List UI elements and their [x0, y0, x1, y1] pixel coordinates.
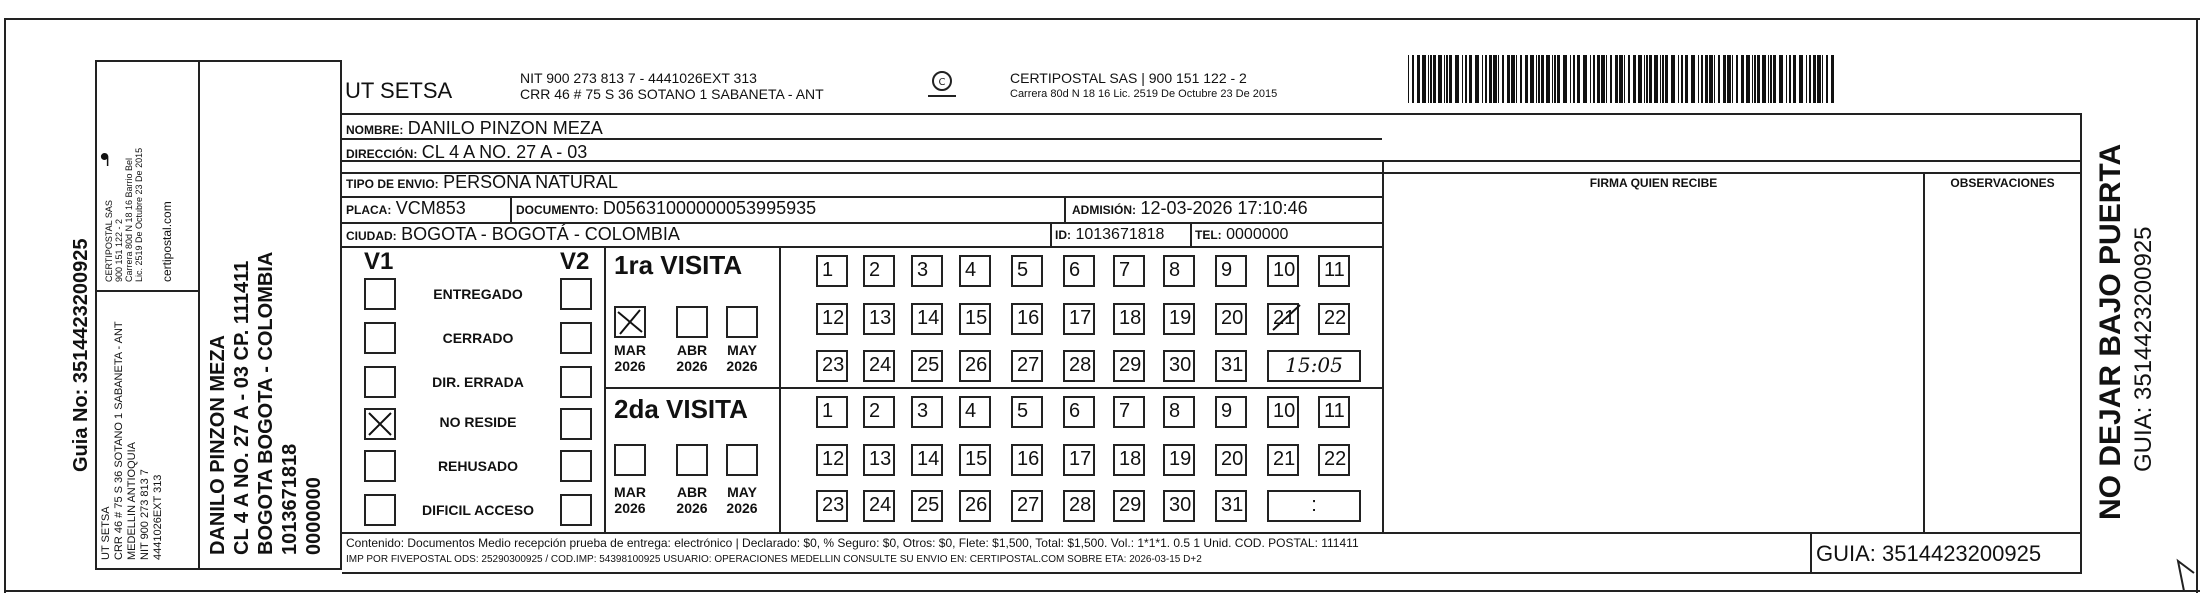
id-value: 1013671818: [1075, 226, 1165, 243]
month-year: 2026: [614, 358, 646, 374]
side-sender-line: CRR 46 # 75 S 36 SOTANO 1 SABANETA - ANT: [113, 321, 125, 560]
barcode-bar: [1455, 55, 1459, 103]
visit2-day-18[interactable]: 18: [1113, 444, 1145, 476]
visit1-day-5[interactable]: 5: [1011, 255, 1043, 287]
barcode-bar: [1444, 55, 1445, 103]
day-21-strike-icon: [1270, 302, 1304, 334]
side-courier-line: Carrera 80d N 18 16 Barrio Bel: [124, 157, 134, 282]
visit1-abr-label: [670, 342, 714, 374]
firma-header: FIRMA QUIEN RECIBE: [1589, 176, 1718, 190]
documento-value: D05631000000053995935: [602, 198, 817, 218]
barcode-bar: [1546, 55, 1550, 103]
month-name: MAR: [614, 342, 646, 358]
barcode-bar: [1538, 55, 1540, 103]
v1-cerrado-checkbox[interactable]: [364, 322, 396, 354]
visit1-mar-checkbox[interactable]: [614, 306, 646, 338]
frame-top: [4, 18, 2200, 20]
visit2-day-17[interactable]: 17: [1063, 444, 1095, 476]
barcode-bar: [1552, 55, 1553, 103]
visit2-day-3[interactable]: 3: [911, 396, 943, 428]
barcode-bar: [1831, 55, 1834, 103]
barcode-bar: [1644, 55, 1645, 103]
barcode-bar: [1660, 55, 1661, 103]
month-year: 2026: [676, 358, 708, 374]
frame-left: [4, 18, 6, 593]
sender-address: CRR 46 # 75 S 36 SOTANO 1 SABANETA - ANT: [520, 86, 824, 102]
visit1-title: 1ra VISITA: [614, 250, 743, 280]
right-warning: NO DEJAR BAJO PUERTA: [2094, 143, 2127, 520]
barcode-bar: [1779, 55, 1783, 103]
x-mark-icon: [616, 308, 644, 336]
courier-info: [1010, 70, 1277, 102]
barcode-bar: [1593, 55, 1595, 103]
sender-info: [520, 70, 824, 102]
guia-box: GUIA: 3514423200925: [1816, 541, 2042, 566]
barcode-bar: [1520, 55, 1522, 103]
visit1-day-4[interactable]: 4: [959, 255, 991, 287]
side-sender-line: NIT 900 273 813 7: [139, 469, 151, 560]
grid-bottom: [342, 572, 2082, 574]
visit2-day-23[interactable]: 23: [816, 490, 848, 522]
visit2-day-20[interactable]: 20: [1215, 444, 1247, 476]
placa-label: PLACA:: [346, 203, 392, 217]
option-dir-errada: DIR. ERRADA: [432, 374, 524, 390]
placa-divider: [510, 198, 512, 222]
month-year: 2026: [676, 500, 708, 516]
tipo-label: TIPO DE ENVIO:: [346, 177, 439, 191]
barcode-bar: [1646, 55, 1648, 103]
visit1-day-26[interactable]: 26: [959, 350, 991, 382]
visit1-day-25[interactable]: 25: [911, 350, 943, 382]
admision-row: [1072, 198, 1308, 219]
barcode-bar: [1701, 55, 1703, 103]
visit2-day-11[interactable]: 11: [1318, 396, 1350, 428]
side-recipient-line: BOGOTA BOGOTA - COLOMBIA: [255, 251, 277, 555]
barcode-bar: [1619, 55, 1623, 103]
side-sender-block: [100, 321, 165, 560]
visit1-day-23[interactable]: 23: [816, 350, 848, 382]
barcode-bar: [1822, 55, 1823, 103]
month-year: 2026: [726, 358, 758, 374]
visit1-day-3[interactable]: 3: [911, 255, 943, 287]
visit2-day-10[interactable]: 10: [1267, 396, 1299, 428]
month-name: ABR: [676, 484, 708, 500]
visit2-day-12[interactable]: 12: [816, 444, 848, 476]
visit2-day-30[interactable]: 30: [1163, 490, 1195, 522]
barcode-bar: [1570, 55, 1571, 103]
stub-top: [95, 60, 340, 62]
side-guia: Guia No: 3514423200925: [70, 238, 92, 472]
barcode-bar: [1649, 55, 1652, 103]
visit2-day-6[interactable]: 6: [1063, 396, 1095, 428]
v1-rehusado-checkbox[interactable]: [364, 450, 396, 482]
direccion-label: DIRECCIÓN:: [346, 147, 418, 161]
visit1-day-9[interactable]: 9: [1215, 255, 1247, 287]
visit1-day-30[interactable]: 30: [1163, 350, 1195, 382]
month-name: ABR: [676, 342, 708, 358]
nombre-value: DANILO PINZON MEZA: [407, 118, 603, 138]
v1-entregado-checkbox[interactable]: [364, 278, 396, 310]
v2-dificil-acceso-checkbox[interactable]: [560, 494, 592, 526]
barcode-bar: [1610, 55, 1612, 103]
barcode-bar: [1502, 55, 1504, 103]
visit2-may-checkbox[interactable]: [726, 444, 758, 476]
visit2-mar-checkbox[interactable]: [614, 444, 646, 476]
month-name: MAR: [614, 484, 646, 500]
barcode-bar: [1615, 55, 1618, 103]
visit1-day-16[interactable]: 16: [1011, 303, 1043, 335]
barcode-bar: [1433, 55, 1436, 103]
sender-name: UT SETSA: [345, 78, 453, 103]
side-recipient-line: 0000000: [303, 477, 325, 555]
visit2-day-31[interactable]: 31: [1215, 490, 1247, 522]
barcode: [1408, 55, 1836, 103]
visit1-day-7[interactable]: 7: [1113, 255, 1145, 287]
left-mark: ᖳ: [100, 150, 110, 170]
visit2-day-4[interactable]: 4: [959, 396, 991, 428]
side-courier-line: Lic. 2519 De Octubre 23 De 2015: [134, 147, 144, 282]
barcode-bar: [1557, 55, 1560, 103]
visit2-day-19[interactable]: 19: [1163, 444, 1195, 476]
barcode-bar: [1601, 55, 1605, 103]
barcode-bar: [1633, 55, 1636, 103]
barcode-bar: [1671, 55, 1675, 103]
barcode-bar: [1817, 55, 1821, 103]
ciudad-row: [346, 224, 680, 245]
visit2-day-22[interactable]: 22: [1318, 444, 1350, 476]
ciudad-value: BOGOTA - BOGOTÁ - COLOMBIA: [401, 224, 680, 244]
side-sender-line: UT SETSA: [100, 506, 112, 560]
option-no-reside: NO RESIDE: [439, 414, 517, 430]
visit2-abr-label: [670, 484, 714, 516]
visit2-title: 2da VISITA: [614, 394, 748, 424]
tel-divider: [1190, 224, 1192, 246]
id-row: [1055, 226, 1164, 244]
barcode-bar: [1714, 55, 1715, 103]
barcode-bar: [1762, 55, 1766, 103]
barcode-bar: [1446, 55, 1448, 103]
barcode-bar: [1768, 55, 1769, 103]
id-divider: [1050, 224, 1052, 246]
barcode-bar: [1665, 55, 1668, 103]
visit1-day-17[interactable]: 17: [1063, 303, 1095, 335]
imp-text: IMP POR FIVEPOSTAL ODS: 25290300925 / COD.IMP: 54398100925 USUARIO: OPERACIONES MEDELLIN CONSULTE SU ENVIO EN: CERTIPOSTAL.COM SOBRE ETA: 2026-03-15 D+2: [346, 554, 1202, 565]
visit2-day-28[interactable]: 28: [1063, 490, 1095, 522]
barcode-bar: [1718, 55, 1720, 103]
frame-bottom: [4, 590, 2200, 592]
visit1-day-8[interactable]: 8: [1163, 255, 1195, 287]
visit1-day-27[interactable]: 27: [1011, 350, 1043, 382]
barcode-bar: [1408, 55, 1409, 103]
visit2-day-13[interactable]: 13: [863, 444, 895, 476]
v1-no-reside-checkbox[interactable]: [364, 408, 396, 440]
barcode-bar: [1752, 55, 1753, 103]
visit1-day-24[interactable]: 24: [863, 350, 895, 382]
v2-entregado-checkbox[interactable]: [560, 278, 592, 310]
stub-line-2: [198, 60, 200, 570]
barcode-bar: [1417, 55, 1420, 103]
barcode-bar: [1685, 55, 1688, 103]
barcode-bar: [1654, 55, 1658, 103]
visit1-day-2[interactable]: 2: [863, 255, 895, 287]
visit1-day-31[interactable]: 31: [1215, 350, 1247, 382]
barcode-bar: [1475, 55, 1479, 103]
visit1-day-6[interactable]: 6: [1063, 255, 1095, 287]
col-firma-left: [1382, 160, 1384, 532]
option-rehusado: REHUSADO: [437, 458, 519, 474]
visit1-day-14[interactable]: 14: [911, 303, 943, 335]
visit2-day-2[interactable]: 2: [863, 396, 895, 428]
barcode-bar: [1691, 55, 1695, 103]
v2-label: V2: [560, 248, 590, 275]
option-dificil-acceso: DIFICIL ACCESO: [421, 502, 534, 518]
col-guia-left: [1810, 533, 1812, 573]
barcode-bar: [1493, 55, 1497, 103]
grid-top: [342, 113, 2082, 115]
ciudad-label: CIUDAD:: [346, 229, 397, 243]
visit2-day-16[interactable]: 16: [1011, 444, 1043, 476]
barcode-bar: [1799, 55, 1803, 103]
visit2-time-field[interactable]: :: [1267, 490, 1361, 522]
v2-dir-errada-checkbox[interactable]: [560, 366, 592, 398]
barcode-bar: [1577, 55, 1580, 103]
visit2-abr-checkbox[interactable]: [676, 444, 708, 476]
visit1-day-21[interactable]: 21: [1267, 303, 1299, 335]
admision-label: ADMISIÓN:: [1072, 203, 1136, 217]
visit1-day-29[interactable]: 29: [1113, 350, 1145, 382]
side-web: certipostal.com: [160, 201, 174, 282]
visit1-mar-label: [608, 342, 652, 374]
courier-license: Carrera 80d N 18 16 Lic. 2519 De Octubre 23 De 2015: [1010, 88, 1278, 100]
visit2-day-8[interactable]: 8: [1163, 396, 1195, 428]
barcode-bar: [1723, 55, 1726, 103]
tipo-row: [346, 172, 618, 193]
stub-line-1: [95, 60, 97, 570]
visit1-day-12[interactable]: 12: [816, 303, 848, 335]
barcode-bar: [1554, 55, 1556, 103]
v2-no-reside-checkbox[interactable]: [560, 408, 592, 440]
barcode-bar: [1465, 55, 1467, 103]
barcode-bar: [1489, 55, 1492, 103]
barcode-bar: [1662, 55, 1664, 103]
barcode-bar: [1624, 55, 1625, 103]
courier-name: CERTIPOSTAL SAS | 900 151 122 - 2: [1010, 70, 1247, 86]
barcode-bar: [1736, 55, 1738, 103]
admision-divider: [1064, 198, 1066, 222]
visit2-day-9[interactable]: 9: [1215, 396, 1247, 428]
visit1-day-20[interactable]: 20: [1215, 303, 1247, 335]
visit1-abr-checkbox[interactable]: [676, 306, 708, 338]
barcode-bar: [1536, 55, 1537, 103]
visit2-day-29[interactable]: 29: [1113, 490, 1145, 522]
side-recipient-line: DANILO PINZON MEZA: [207, 335, 229, 555]
placa-value: VCM853: [395, 198, 466, 218]
visit1-day-18[interactable]: 18: [1113, 303, 1145, 335]
barcode-bar: [1757, 55, 1760, 103]
barcode-bar: [1826, 55, 1828, 103]
nombre-row: [346, 118, 603, 139]
month-name: MAY: [727, 484, 757, 500]
grid-right: [2080, 113, 2082, 574]
barcode-bar: [1638, 55, 1642, 103]
stub-bottom: [95, 568, 340, 570]
barcode-bar: [1412, 55, 1414, 103]
tel-row: [1195, 226, 1288, 244]
side-recipient-line: 1013671818: [279, 443, 301, 555]
v2-cerrado-checkbox[interactable]: [560, 322, 592, 354]
visit2-day-15[interactable]: 15: [959, 444, 991, 476]
visit2-day-14[interactable]: 14: [911, 444, 943, 476]
v2-rehusado-checkbox[interactable]: [560, 450, 592, 482]
visit2-day-24[interactable]: 24: [863, 490, 895, 522]
visit2-day-7[interactable]: 7: [1113, 396, 1145, 428]
barcode-bar: [1681, 55, 1683, 103]
visit1-day-10[interactable]: 10: [1267, 255, 1299, 287]
barcode-bar: [1793, 55, 1796, 103]
row-line-2: [342, 160, 2080, 162]
direccion-row: [346, 142, 587, 163]
barcode-bar: [1709, 55, 1713, 103]
stub-divider: [97, 290, 198, 292]
barcode-bar: [1511, 55, 1515, 103]
observaciones-header: OBSERVACIONES: [1950, 176, 2055, 190]
barcode-bar: [1813, 55, 1816, 103]
nombre-label: NOMBRE:: [346, 123, 404, 137]
visit1-day-28[interactable]: 28: [1063, 350, 1095, 382]
tipo-value: PERSONA NATURAL: [443, 172, 618, 192]
barcode-bar: [1727, 55, 1731, 103]
month-year: 2026: [614, 500, 646, 516]
side-sender-line: MEDELLIN ANTIOQUIA: [126, 442, 138, 560]
barcode-bar: [1563, 55, 1567, 103]
frame-right: [2196, 18, 2198, 593]
id-label: ID:: [1055, 228, 1071, 242]
barcode-bar: [1628, 55, 1630, 103]
barcode-bar: [1530, 55, 1534, 103]
documento-row: [516, 198, 816, 219]
barcode-bar: [1449, 55, 1452, 103]
barcode-bar: [1732, 55, 1733, 103]
direccion-value: CL 4 A NO. 27 A - 03: [421, 142, 588, 162]
v1-label: V1: [364, 248, 394, 275]
row-line-6: [342, 246, 1382, 248]
barcode-bar: [1430, 55, 1432, 103]
option-cerrado: CERRADO: [442, 330, 514, 346]
barcode-bar: [1422, 55, 1426, 103]
side-recipient-block: [206, 252, 326, 555]
barcode-bar: [1485, 55, 1487, 103]
side-courier-block: [104, 148, 144, 282]
barcode-bar: [1507, 55, 1510, 103]
visit1-may-label: [720, 342, 764, 374]
month-name: MAY: [727, 342, 757, 358]
barcode-bar: [1498, 55, 1499, 103]
barcode-bar: [1469, 55, 1472, 103]
contenido-text: Contenido: Documentos Medio recepción prueba de entrega: electrónico | Declarado: $0, % Seguro: $0, Otros: $0, Flete: $1,500, Total: $1,500. Vol.: 1*1*1. 0.5 1 Unid. COD. POSTAL: 111411: [346, 536, 1359, 550]
visit2-mar-label: [608, 484, 652, 516]
side-courier-line: 900 151 122 - 2: [114, 218, 124, 282]
barcode-bar: [1786, 55, 1787, 103]
svg-text:C: C: [938, 77, 946, 88]
documento-label: DOCUMENTO:: [516, 203, 599, 217]
visit-col-right: [779, 246, 781, 532]
side-sender-line: 4441026EXT 313: [152, 474, 164, 560]
stub-line-3: [340, 60, 342, 570]
side-recipient-line: CL 4 A NO. 27 A - 03 CP. 111411: [231, 260, 253, 555]
barcode-bar: [1597, 55, 1600, 103]
right-guia: GUIA: 3514423200925: [2130, 226, 2157, 472]
barcode-bar: [1698, 55, 1699, 103]
visit1-day-1[interactable]: 1: [816, 255, 848, 287]
barcode-bar: [1541, 55, 1544, 103]
barcode-bar: [1590, 55, 1591, 103]
visit1-day-22[interactable]: 22: [1318, 303, 1350, 335]
barcode-bar: [1705, 55, 1708, 103]
barcode-bar: [1428, 55, 1429, 103]
visit2-day-5[interactable]: 5: [1011, 396, 1043, 428]
col-obs-left: [1923, 172, 1925, 532]
x-mark-icon: [366, 410, 394, 438]
barcode-bar: [1606, 55, 1607, 103]
visit1-time-field[interactable]: 15:05: [1267, 350, 1361, 382]
admision-value: 12-03-2026 17:10:46: [1140, 198, 1308, 218]
barcode-bar: [1678, 55, 1679, 103]
visit2-day-21[interactable]: 21: [1267, 444, 1299, 476]
visit2-day-26[interactable]: 26: [959, 490, 991, 522]
barcode-bar: [1741, 55, 1744, 103]
corner-fold-icon: [2150, 555, 2198, 595]
visit2-day-27[interactable]: 27: [1011, 490, 1043, 522]
barcode-bar: [1806, 55, 1807, 103]
visit2-day-1[interactable]: 1: [816, 396, 848, 428]
barcode-bar: [1773, 55, 1776, 103]
tel-label: TEL:: [1195, 228, 1222, 242]
visit1-day-13[interactable]: 13: [863, 303, 895, 335]
tel-value: 0000000: [1226, 226, 1289, 243]
grid-main-bottom: [342, 532, 2082, 534]
barcode-bar: [1516, 55, 1517, 103]
month-year: 2026: [726, 500, 758, 516]
barcode-bar: [1482, 55, 1483, 103]
barcode-bar: [1809, 55, 1811, 103]
visit1-day-19[interactable]: 19: [1163, 303, 1195, 335]
v1-dir-errada-checkbox[interactable]: [364, 366, 396, 398]
barcode-bar: [1746, 55, 1750, 103]
barcode-bar: [1573, 55, 1575, 103]
option-entregado: ENTREGADO: [433, 286, 523, 302]
barcode-bar: [1525, 55, 1528, 103]
placa-row: [346, 198, 466, 219]
visit2-day-25[interactable]: 25: [911, 490, 943, 522]
v1-dificil-acceso-checkbox[interactable]: [364, 494, 396, 526]
visit1-day-11[interactable]: 11: [1318, 255, 1350, 287]
visit2-may-label: [720, 484, 764, 516]
visit1-may-checkbox[interactable]: [726, 306, 758, 338]
visit-divider: [604, 387, 1382, 389]
visit1-day-15[interactable]: 15: [959, 303, 991, 335]
sender-nit: NIT 900 273 813 7 - 4441026EXT 313: [520, 70, 757, 86]
barcode-bar: [1462, 55, 1463, 103]
barcode-bar: [1789, 55, 1791, 103]
side-courier-line: CERTIPOSTAL SAS: [104, 200, 114, 282]
courier-logo: [924, 70, 960, 94]
barcode-bar: [1754, 55, 1756, 103]
barcode-bar: [1583, 55, 1587, 103]
barcode-bar: [1438, 55, 1442, 103]
barcode-bar: [1770, 55, 1772, 103]
visit-col-left: [604, 246, 606, 532]
